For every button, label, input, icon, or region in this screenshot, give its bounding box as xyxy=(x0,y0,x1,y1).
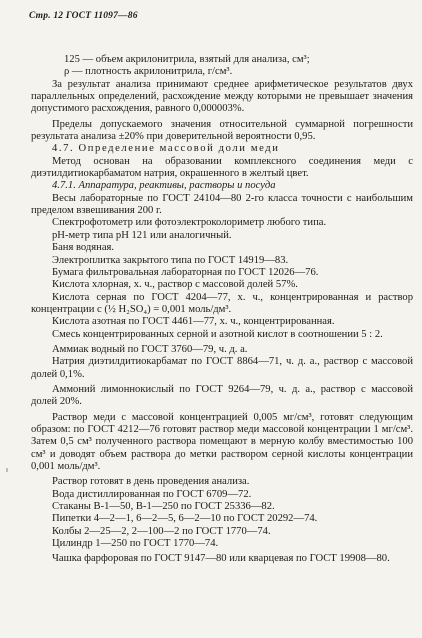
paragraph: Вода дистиллированная по ГОСТ 6709—72. xyxy=(52,488,252,500)
paragraph: Пределы допускаемого значения относительной суммарной погрешности результата анализа ±20% при доверительной вероятности 0,95. xyxy=(31,118,413,143)
paragraph: Аммоний лимоннокислый по ГОСТ 9264—79, ч. д. а., раствор с массовой долей 20%. xyxy=(31,383,413,408)
paragraph: Аммиак водный по ГОСТ 3760—79, ч. д. а. xyxy=(52,343,248,355)
paragraph: Спектрофотометр или фотоэлектроколориметр любого типа. xyxy=(52,217,327,229)
paragraph: Кислота серная по ГОСТ 4204—77, х. ч., концентрированная и раствор концентрации c (½ H₂SO₄) = 0,001 моль/дм³. xyxy=(31,291,413,315)
paragraph: рН-метр типа рН 121 или аналогичный. xyxy=(52,229,232,241)
paragraph: Цилиндр 1—250 по ГОСТ 1770—74. xyxy=(52,538,219,550)
paragraph: Бумага фильтровальная лабораторная по ГОСТ 12026—76. xyxy=(52,266,319,278)
subsection-heading: 4.7.1. Аппаратура, реактивы, растворы и посуда xyxy=(52,180,276,192)
paragraph: Весы лабораторные по ГОСТ 24104—80 2-го класса точности с наибольшим пределом взвешивания 200 г. xyxy=(31,192,413,217)
scan-mark xyxy=(6,468,8,472)
text-line: 125 — объем акрилонитрила, взятый для анализа, см³; xyxy=(64,54,310,65)
section-heading: 4.7. Определение массовой доли меди xyxy=(52,143,280,155)
text-line: ρ — плотность акрилонитрила, г/см³. xyxy=(64,66,233,78)
paragraph: Кислота хлорная, х. ч., раствор с массовой долей 57%. xyxy=(52,279,298,291)
paragraph: Раствор меди с массовой концентрацией 0,005 мг/см³, готовят следующим образом: по ГОСТ 4212—76 готовят раствор меди массовой концентрации 1 мг/см³. Затем 0,5 см³ полученного раствора помещают в мерную колбу вместимостью 100 см³ и доводят объем раствора до метки раствором серной кислоты концентрации 0,001 моль/дм³. xyxy=(31,411,413,472)
paragraph: За результат анализа принимают среднее арифметическое результатов двух параллельных определений, расхождение между которыми не превышает значения допустимого расхождения, равного 0,000003%. xyxy=(31,78,413,115)
paragraph: Пипетки 4—2—1, 6—2—5, 6—2—10 по ГОСТ 20292—74. xyxy=(52,513,318,525)
paragraph: Колбы 2—25—2, 2—100—2 по ГОСТ 1770—74. xyxy=(52,525,271,537)
paragraph: Стаканы В-1—50, В-1—250 по ГОСТ 25336—82. xyxy=(52,501,275,513)
paragraph: Кислота азотная по ГОСТ 4461—77, х. ч., концентрированная. xyxy=(52,316,335,328)
paragraph: Чашка фарфоровая по ГОСТ 9147—80 или кварцевая по ГОСТ 19908—80. xyxy=(52,553,390,565)
paragraph: Баня водяная. xyxy=(52,242,115,254)
paragraph: Метод основан на образовании комплексного соединения меди с диэтилдитиокарбаматом натрия, окрашенного в желтый цвет. xyxy=(31,155,413,180)
paragraph: Смесь концентрированных серной и азотной кислот в соотношении 5 : 2. xyxy=(52,328,383,340)
document-body xyxy=(31,54,413,566)
paragraph: Электроплитка закрытого типа по ГОСТ 14919—83. xyxy=(52,254,289,266)
paragraph: Раствор готовят в день проведения анализа. xyxy=(52,476,250,488)
paragraph: Натрия диэтилдитиокарбамат по ГОСТ 8864—71, ч. д. а., раствор с массовой долей 0,1%. xyxy=(31,356,413,380)
page-header: Стр. 12 ГОСТ 11097—86 xyxy=(29,11,138,21)
